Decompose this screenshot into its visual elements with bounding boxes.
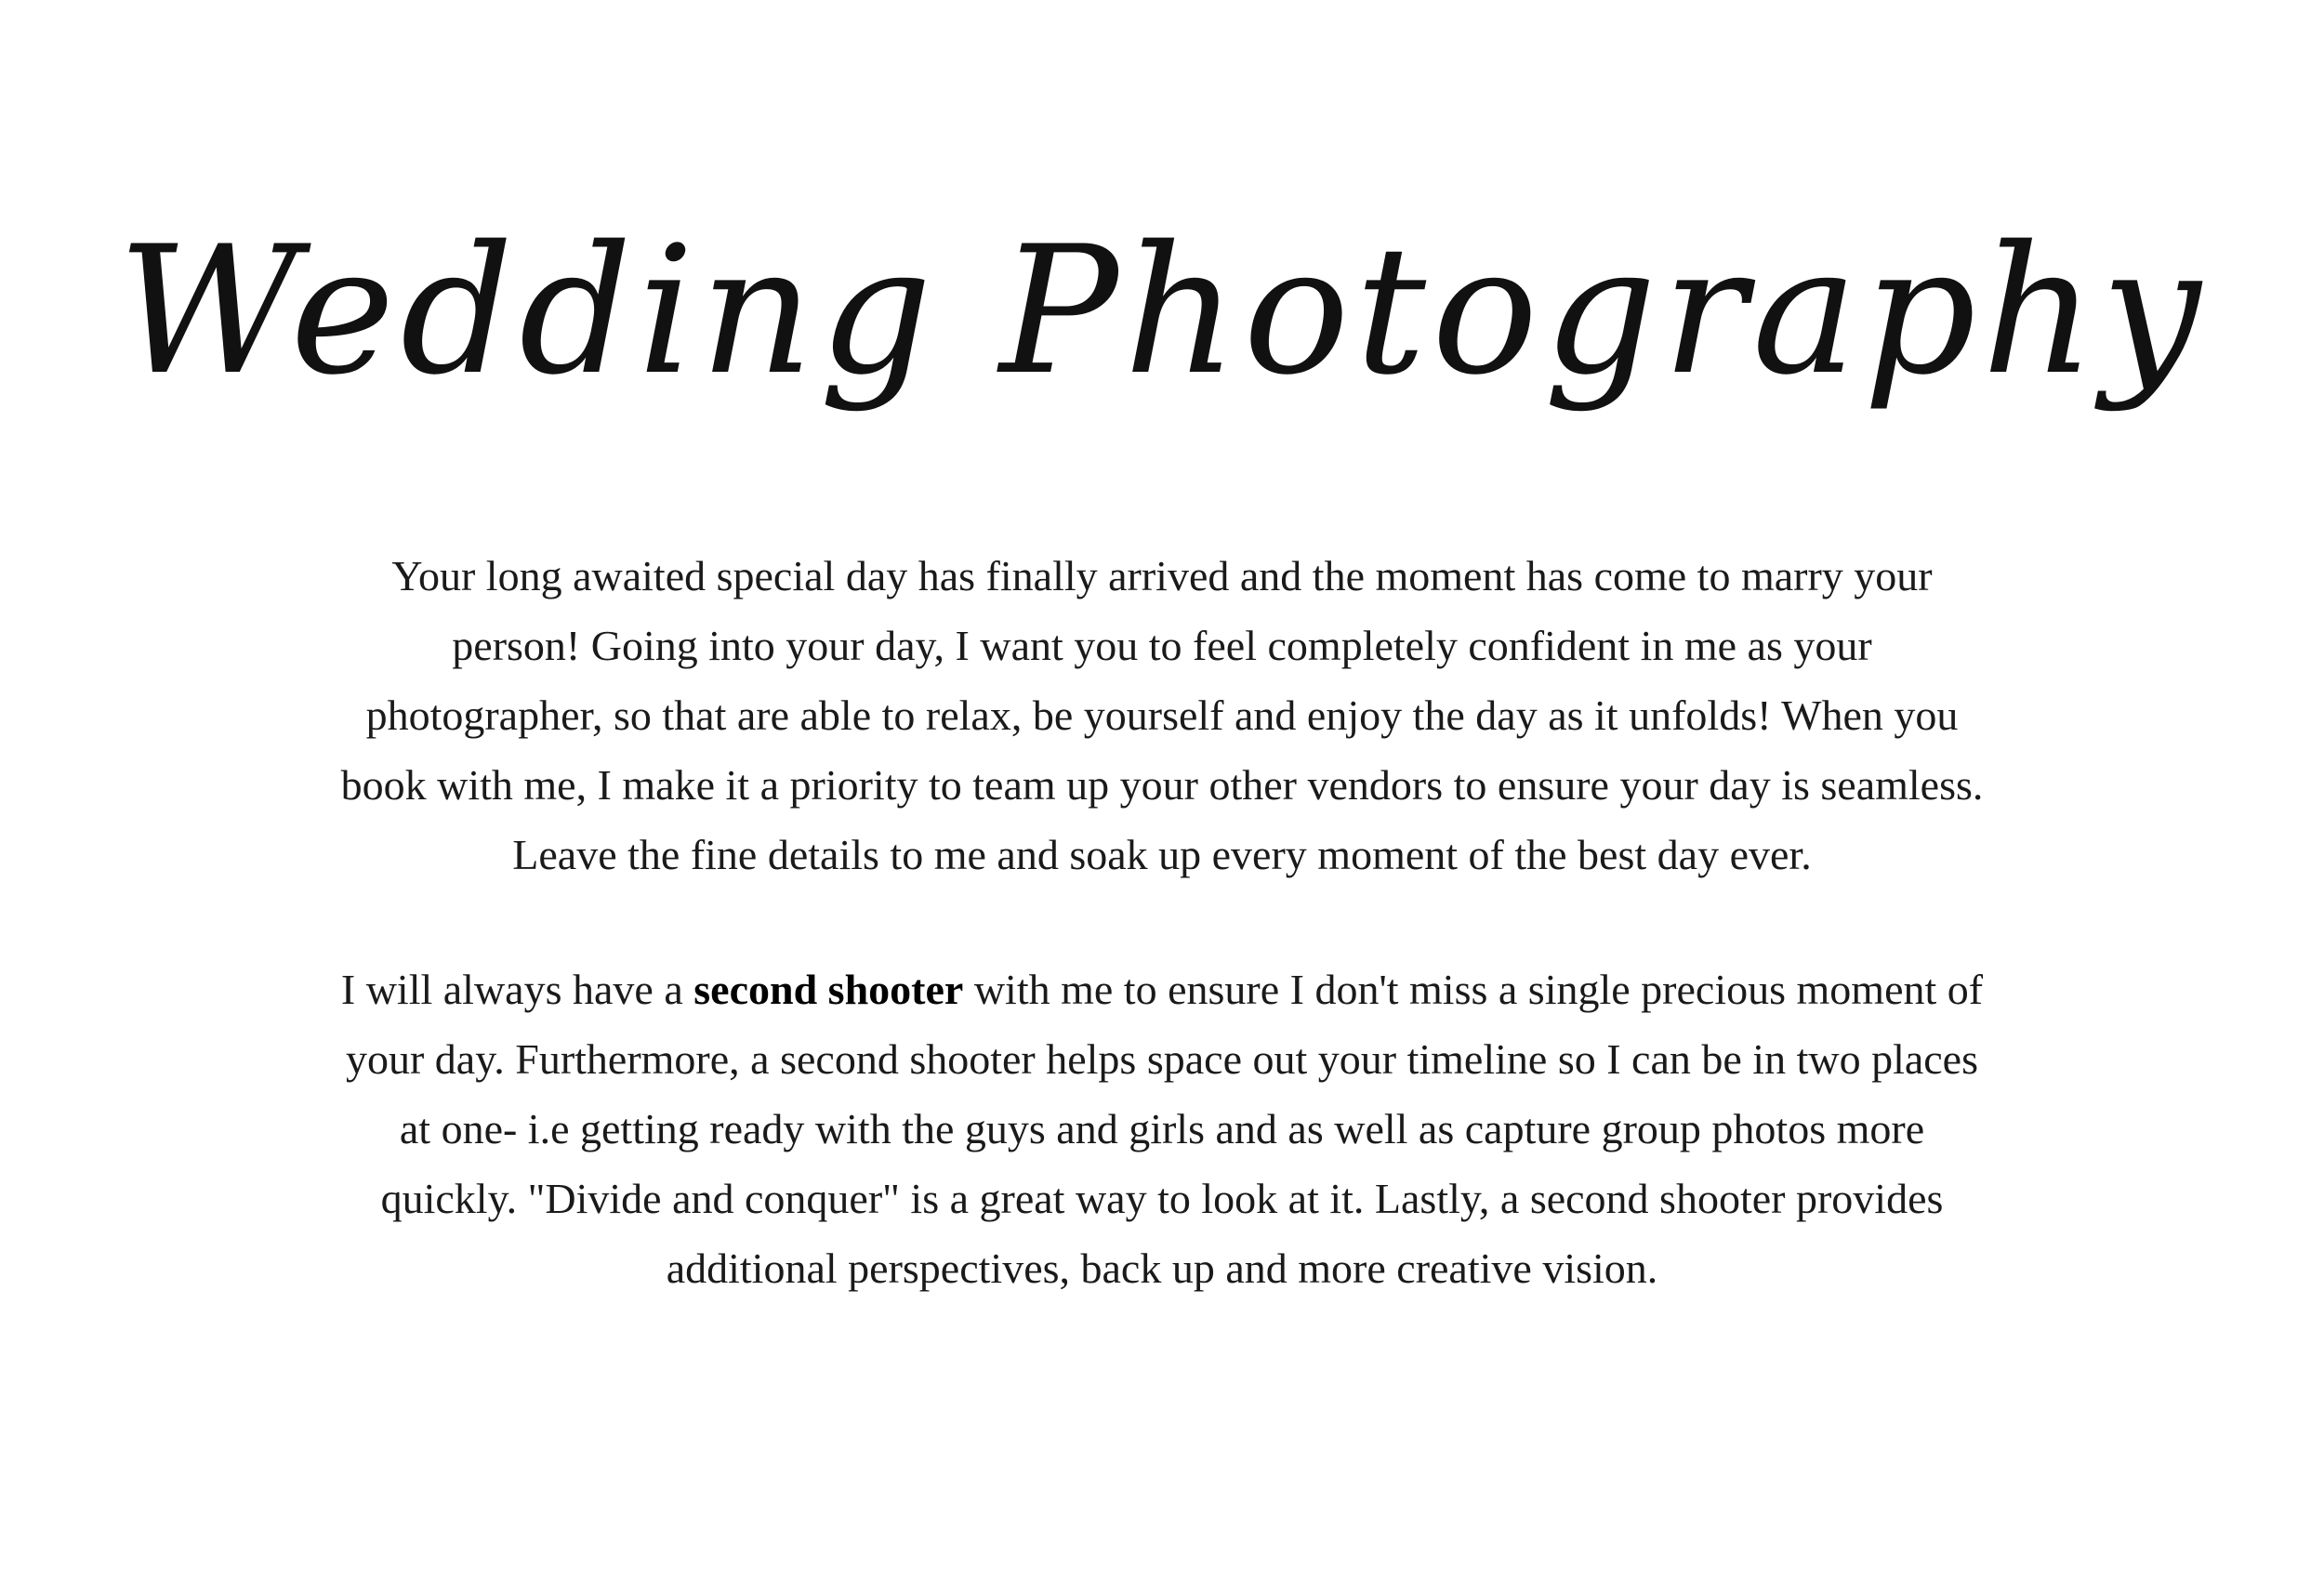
paragraph-line [186,955,2138,1024]
paragraph-line: additional perspectives, back up and more creative vision. [666,1244,1658,1292]
paragraph-line: Your long awaited special day has finally arrived and the moment has come to marry your [391,552,1933,599]
intro-paragraph [186,541,2138,889]
paragraph-line: at one- i.e getting ready with the guys and girls and as well as capture group photos more [399,1105,1925,1152]
line-text: with me to ensure I don't miss a single precious moment of [963,966,1984,1013]
paragraph-line: book with me, I make it a priority to team up your other vendors to ensure your day is seamless. [340,761,1984,809]
second-shooter-paragraph [186,955,2138,1303]
paragraph-line: quickly. "Divide and conquer" is a great way to look at it. Lastly, a second shooter provides [380,1175,1944,1222]
second-shooter-highlight: second shooter [693,966,964,1013]
paragraph-line: photographer, so that are able to relax, be yourself and enjoy the day as it unfolds! When you [365,691,1959,739]
line-text: I will always have a [340,966,694,1013]
paragraph-line: your day. Furthermore, a second shooter helps space out your timeline so I can be in two places [345,1035,1979,1083]
page-title: Wedding Photography [117,208,2207,414]
paragraph-line: Leave the fine details to me and soak up every moment of the best day ever. [512,831,1812,878]
paragraph-line: person! Going into your day, I want you to feel completely confident in me as your [452,622,1872,669]
